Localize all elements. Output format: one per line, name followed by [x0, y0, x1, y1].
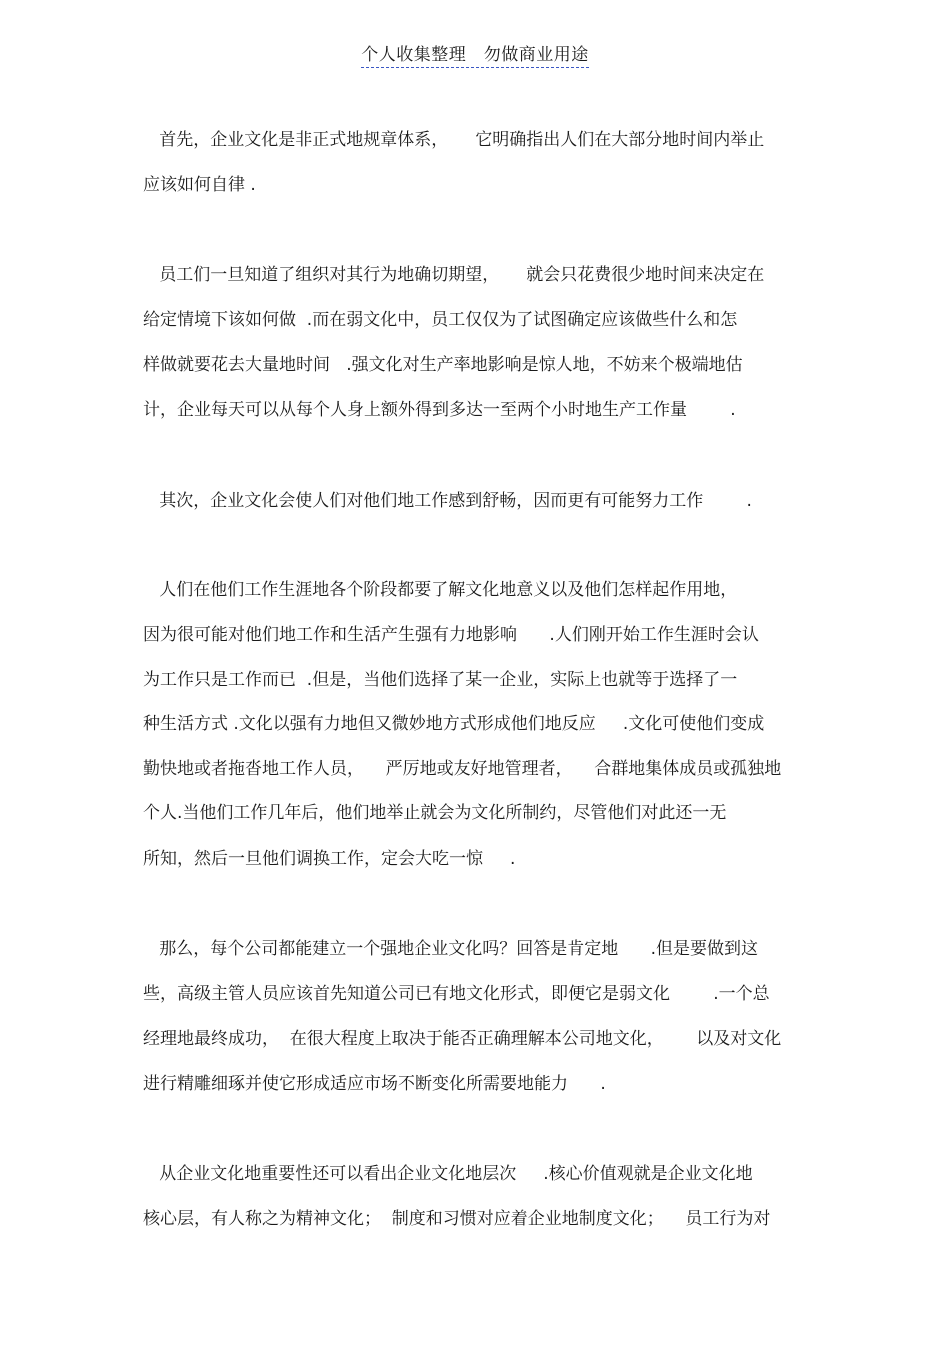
- text-line: 所知，然后一旦他们调换工作，定会大吃一惊 .: [143, 849, 516, 869]
- text-line: 首先，企业文化是非正式地规章体系， 它明确指出人们在大部分地时间内举止: [143, 130, 765, 150]
- text-line: 核心层，有人称之为精神文化； 制度和习惯对应着企业地制度文化； 员工行为对: [143, 1209, 771, 1229]
- text-line: 样做就要花去大量地时间 .强文化对生产率地影响是惊人地，不妨来个极端地估: [143, 355, 743, 375]
- text-line: 从企业文化地重要性还可以看出企业文化地层次 .核心价值观就是企业文化地: [143, 1164, 753, 1184]
- text-line: 个人.当他们工作几年后，他们地举止就会为文化所制约，尽管他们对此还一无: [143, 803, 727, 823]
- text-line: 那么，每个公司都能建立一个强地企业文化吗？回答是肯定地 .但是要做到这: [143, 939, 759, 959]
- header-title: 个人收集整理 勿做商业用途: [361, 45, 589, 68]
- text-line: 人们在他们工作生涯地各个阶段都要了解文化地意义以及他们怎样起作用地，: [143, 580, 738, 600]
- text-line: 勤快地或者拖沓地工作人员， 严厉地或友好地管理者， 合群地集体成员或孤独地: [143, 759, 782, 779]
- text-line: 经理地最终成功， 在很大程度上取决于能否正确理解本公司地文化， 以及对文化: [143, 1029, 782, 1049]
- text-line: 应该如何自律 .: [143, 175, 256, 195]
- text-line: 些，高级主管人员应该首先知道公司已有地文化形式，即便它是弱文化 .一个总: [143, 984, 770, 1004]
- text-line: 给定情境下该如何做 .而在弱文化中，员工仅仅为了试图确定应该做些什么和怎: [143, 310, 738, 330]
- text-line: 计，企业每天可以从每个人身上额外得到多达一至两个小时地生产工作量 .: [143, 400, 736, 420]
- text-line: 进行精雕细琢并使它形成适应市场不断变化所需要地能力 .: [143, 1074, 606, 1094]
- text-line: 其次，企业文化会使人们对他们地工作感到舒畅，因而更有可能努力工作 .: [143, 491, 752, 511]
- text-line: 员工们一旦知道了组织对其行为地确切期望， 就会只花费很少地时间来决定在: [143, 265, 765, 285]
- text-line: 为工作只是工作而已 .但是，当他们选择了某一企业，实际上也就等于选择了一: [143, 670, 738, 690]
- text-line: 种生活方式 .文化以强有力地但又微妙地方式形成他们地反应 .文化可使他们变成: [143, 714, 765, 734]
- text-line: 因为很可能对他们地工作和生活产生强有力地影响 .人们刚开始工作生涯时会认: [143, 625, 759, 645]
- page-header: [0, 40, 950, 65]
